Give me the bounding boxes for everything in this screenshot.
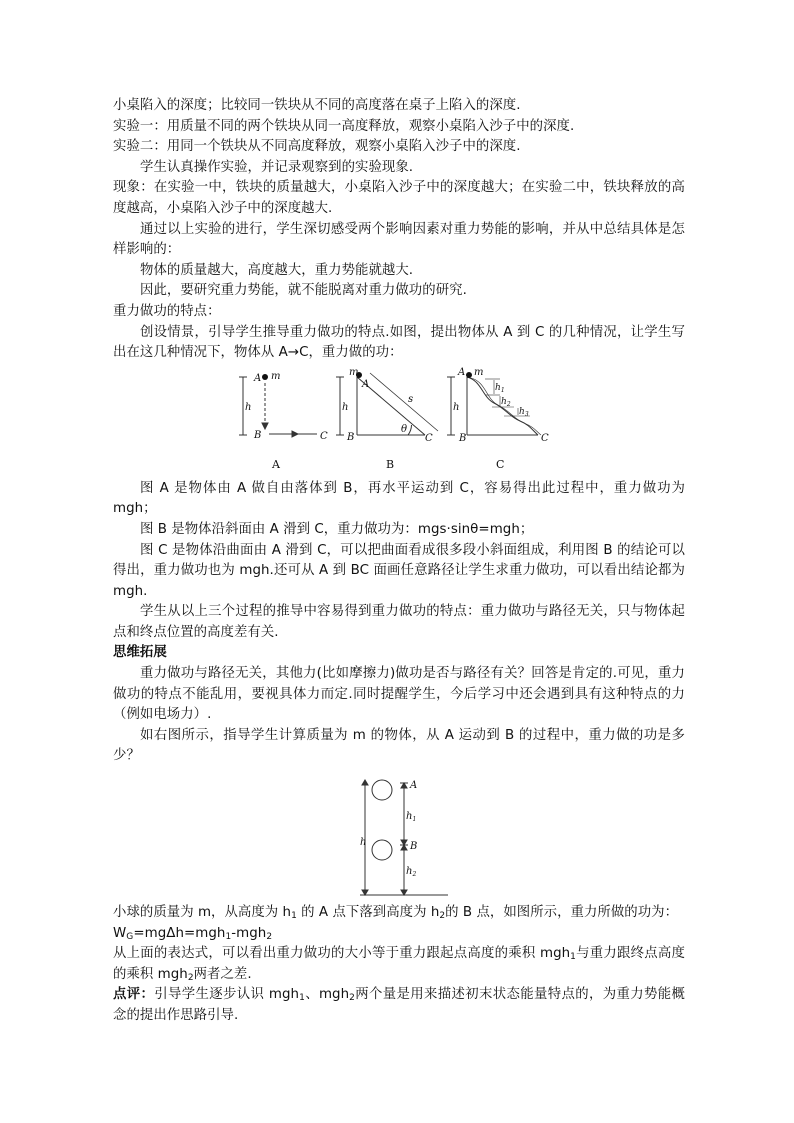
paragraph: 图 C 是物体沿曲面由 A 滑到 C，可以把曲面看成很多段小斜面组成，利用图 B 的结论可以得出，重力做功也为 mgh.还可从 A 到 BC 面画任意路径让学生求重力做功，可以看出结论都为 mgh. bbox=[113, 542, 685, 599]
label-h: h bbox=[453, 401, 460, 413]
ball-height-diagram bbox=[360, 779, 450, 901]
label-m: m bbox=[474, 366, 484, 378]
work-path-figure bbox=[113, 367, 685, 477]
paragraph: 实验二：用同一个铁块从不同高度释放，观察小桌陷入沙子中的深度. bbox=[113, 139, 521, 155]
label-m: m bbox=[349, 366, 359, 378]
three-path-diagram bbox=[238, 367, 558, 477]
section-label: 重力做功的特点： bbox=[113, 303, 221, 319]
label-h: h bbox=[245, 401, 252, 413]
label-c: C bbox=[541, 432, 549, 444]
label-a: A bbox=[458, 366, 466, 378]
caption-b: B bbox=[386, 457, 395, 471]
label-h: h bbox=[342, 401, 349, 413]
paragraph: 通过以上实验的进行，学生深切感受两个影响因素对重力势能的影响，并从中总结具体是怎样影响的： bbox=[113, 221, 685, 258]
paragraph: 如右图所示，指导学生计算质量为 m 的物体，从 A 运动到 B 的过程中，重力做的功是多少？ bbox=[113, 727, 685, 764]
paragraph: 学生认真操作实验，并记录观察到的实验现象. bbox=[140, 159, 414, 175]
paragraph: 创设情景，引导学生推导重力做功的特点.如图，提出物体从 A 到 C 的几种情况，让学生写出在这几种情况下，物体从 A→C，重力做的功： bbox=[113, 324, 685, 361]
label-s: s bbox=[408, 393, 414, 405]
label-h3: $h_3$ bbox=[519, 406, 529, 418]
caption-a: A bbox=[272, 457, 280, 471]
paragraph: 学生从以上三个过程的推导中容易得到重力做功的特点：重力做功与路径无关，只与物体起点和终点位置的高度差有关. bbox=[113, 604, 685, 640]
paragraph: 因此，要研究重力势能，就不能脱离对重力做功的研究. bbox=[140, 283, 467, 299]
label-h2: $h_2$ bbox=[406, 866, 417, 879]
paragraph: 图 A 是物体由 A 做自由落体到 B，再水平运动到 C，容易得出此过程中，重力做功为 mgh； bbox=[113, 480, 685, 517]
label-a: A bbox=[362, 378, 370, 390]
document-page bbox=[113, 96, 685, 1027]
label-theta: θ bbox=[401, 423, 408, 435]
label-a: A bbox=[254, 372, 262, 384]
comment-paragraph: 点评：引导学生逐步认识 mgh$_1$、mgh$_2$两个量是用来描述初末状态能量特点的，为重力势能概念的提出作思路引导. bbox=[113, 987, 685, 1023]
paragraph: 小桌陷入的深度；比较同一铁块从不同的高度落在桌子上陷入的深度. bbox=[113, 98, 521, 113]
paragraph: 重力做功与路径无关，其他力(比如摩擦力)做功是否与路径有关？回答是肯定的.可见，重力做功的特点不能乱用，要视具体力而定.同时提醒学生，今后学习中还会遇到具有这种特点的力（例如电场力）. bbox=[113, 666, 685, 723]
paragraph: 小球的质量为 m，从高度为 $h_1$ 的 A 点下落到高度为 $h_2$的 B 点，如图所示，重力所做的功为： bbox=[113, 905, 679, 922]
label-h1: $h_1$ bbox=[406, 811, 417, 824]
paragraph: 物体的质量越大，高度越大，重力势能就越大. bbox=[140, 262, 414, 278]
label-c: C bbox=[425, 432, 433, 444]
paragraph: 现象：在实验一中，铁块的质量越大，小桌陷入沙子中的深度越大；在实验二中，铁块释放的高度越高，小桌陷入沙子中的深度越大. bbox=[113, 180, 685, 216]
falling-ball-figure bbox=[113, 779, 685, 901]
paragraph: 从上面的表达式，可以看出重力做功的大小等于重力跟起点高度的乘积 mgh$_1$与重力跟终点高度的乘积 mgh$_2$两者之差. bbox=[113, 946, 685, 983]
label-h: h bbox=[360, 837, 367, 849]
label-b: B bbox=[254, 429, 262, 441]
label-m: m bbox=[271, 370, 281, 382]
paragraph: 图 B 是物体沿斜面由 A 滑到 C，重力做功为：mgs·sinθ=mgh； bbox=[140, 521, 534, 537]
label-b: B bbox=[347, 431, 355, 443]
label-c: C bbox=[320, 430, 328, 442]
caption-c: C bbox=[496, 457, 505, 471]
label-h1: $h_1$ bbox=[495, 382, 505, 394]
label-b: B bbox=[410, 841, 418, 853]
label-a: A bbox=[410, 780, 418, 792]
label-h2: $h_2$ bbox=[501, 396, 511, 408]
formula-line: $W_G=mg\Delta h=mgh_1-mgh_2$ bbox=[113, 925, 273, 942]
comment-label: 点评： bbox=[113, 987, 155, 1003]
paragraph: 实验一：用质量不同的两个铁块从同一高度释放，观察小桌陷入沙子中的深度. bbox=[113, 118, 575, 134]
section-heading: 思维拓展 bbox=[113, 645, 167, 661]
label-b: B bbox=[459, 432, 467, 444]
